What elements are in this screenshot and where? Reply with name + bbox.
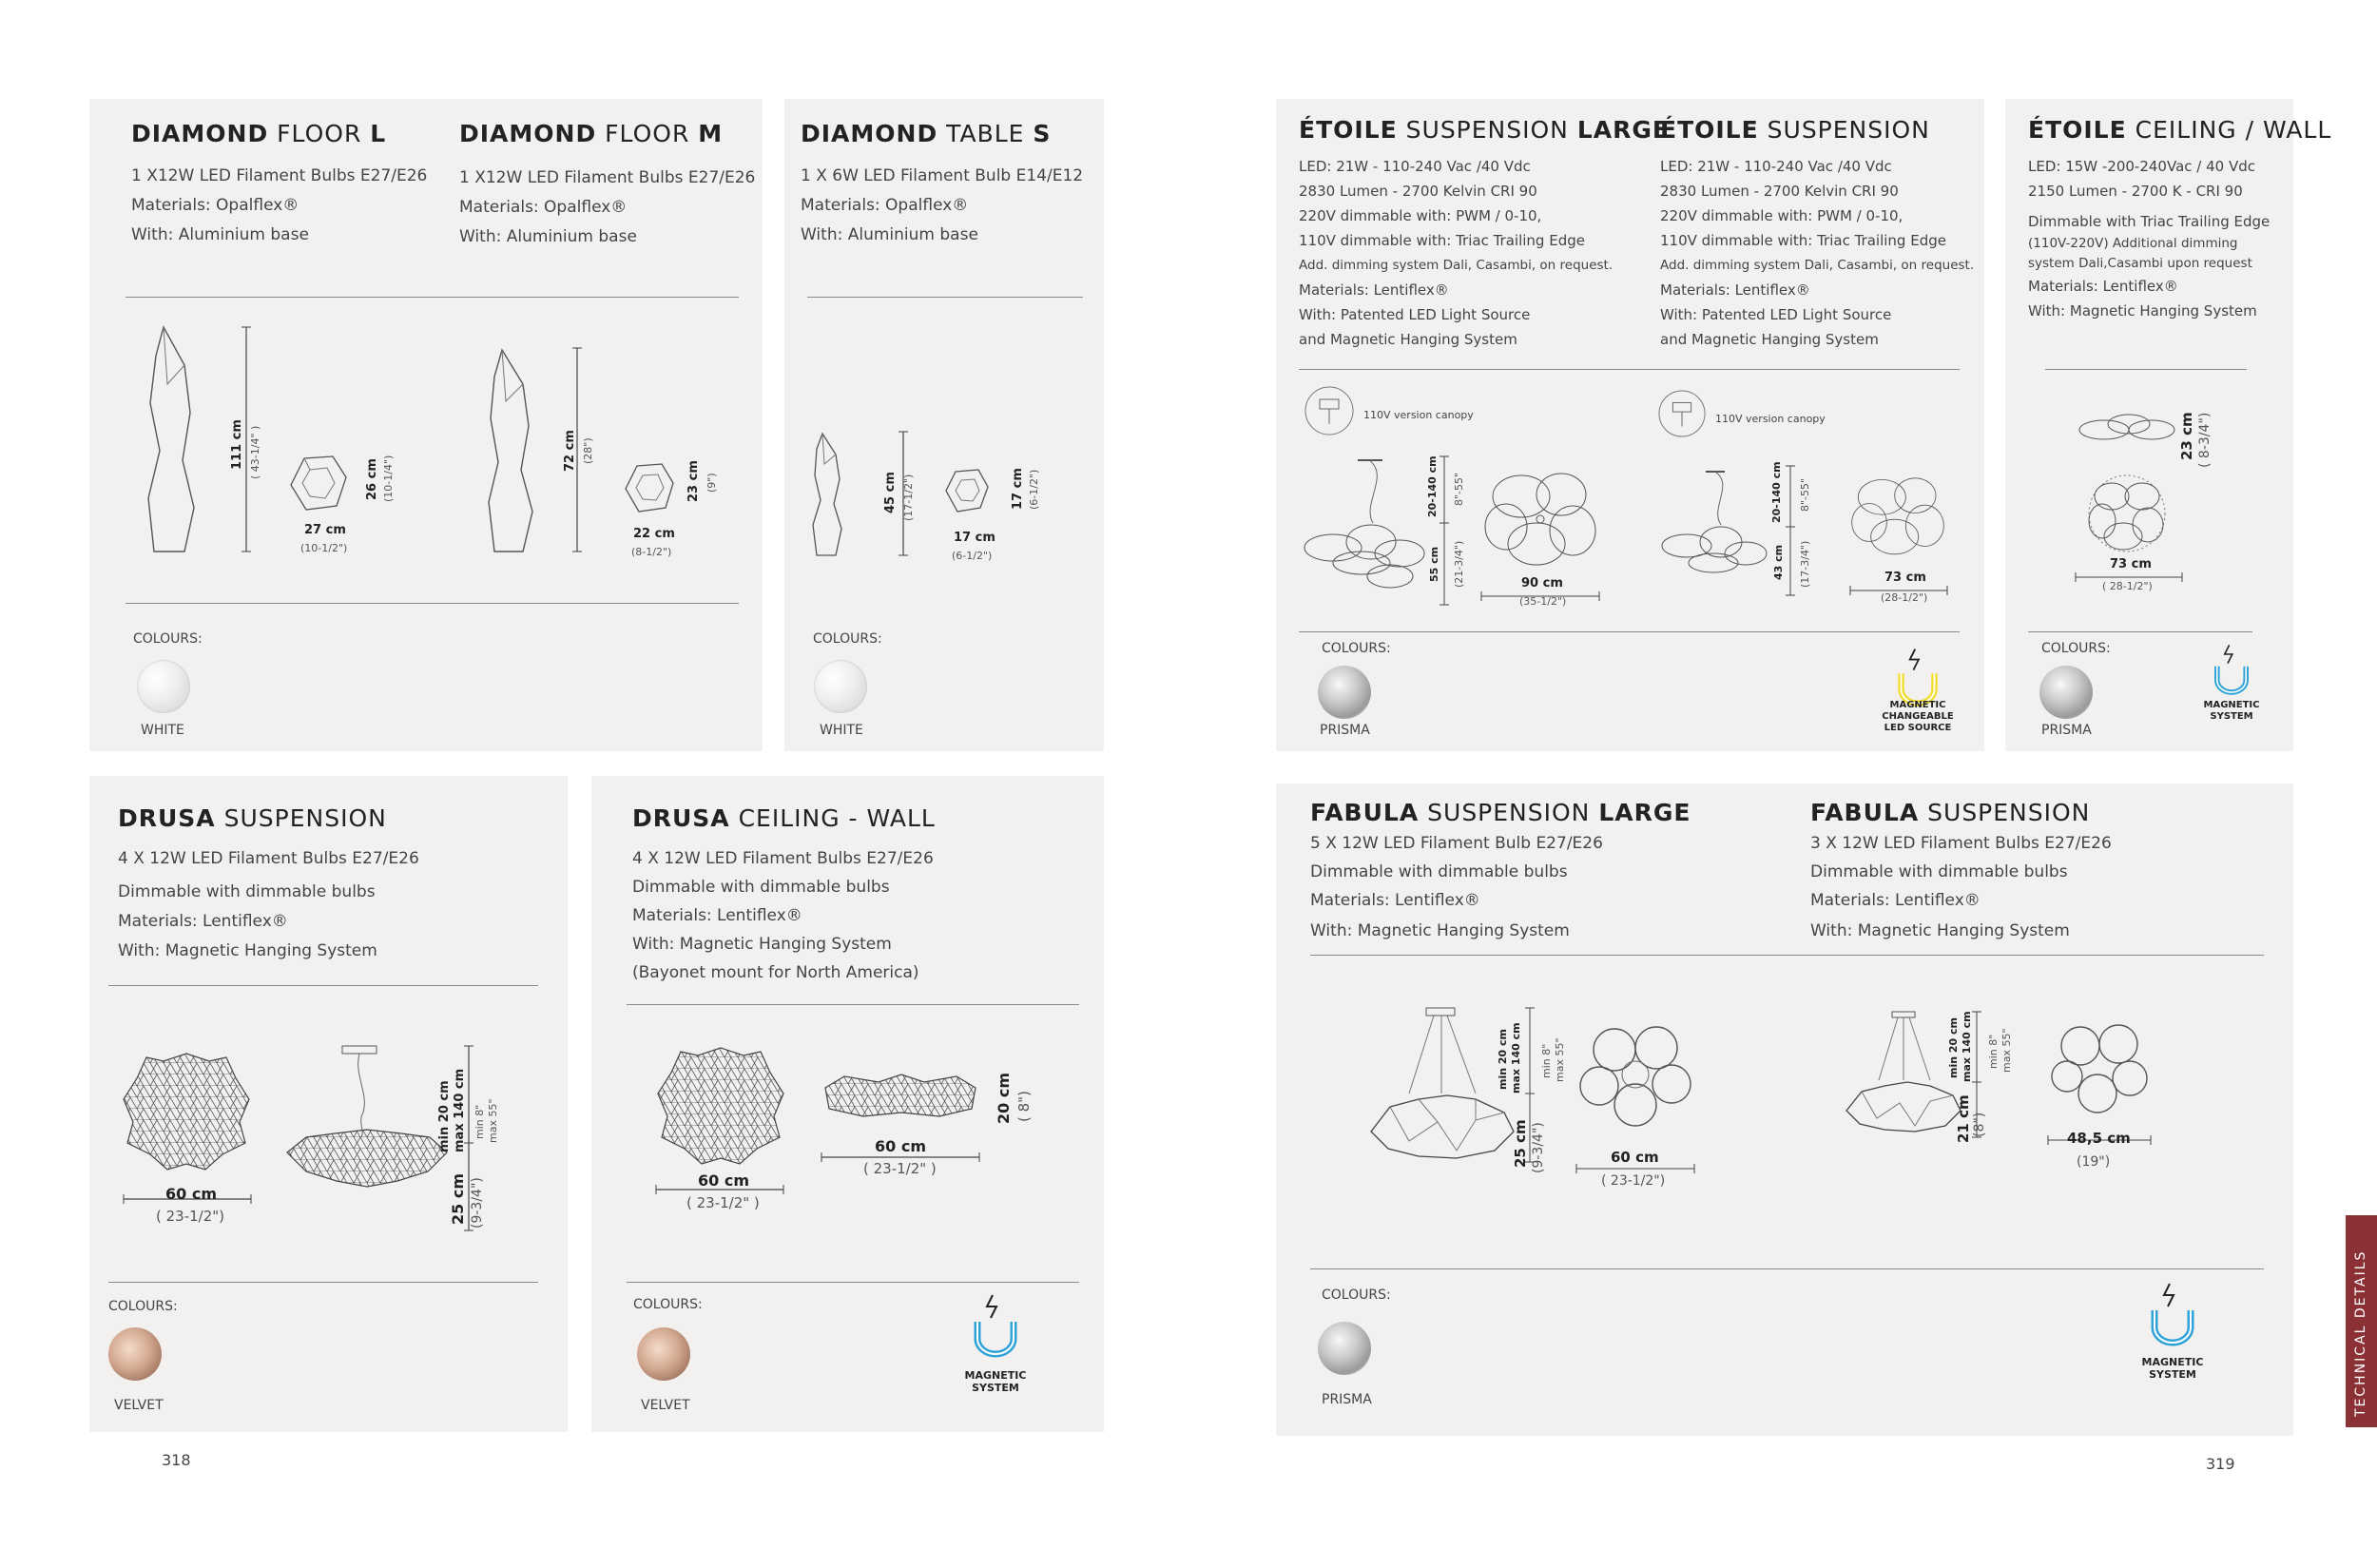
etoile-suspension-specs: LED: 21W - 110-240 Vac /40 Vdc 2830 Lumen - 2700 Kelvin CRI 90 220V dimmable with: PWM / 0-10, 110V dimmable with: Triac Trailing Edge Add. dimming system Dali, Casambi, on request. Materials: Lentiflex® With: Patented LED Light Source and Magnetic Hanging System	[1660, 158, 1975, 348]
drusa-ceiling-width-in: ( 23-1/2" )	[686, 1194, 760, 1211]
colours-label: COLOURS:	[633, 1297, 703, 1312]
drusa-ceiling-width2: 60 cm	[875, 1137, 926, 1155]
etoile-large-top-view	[1483, 468, 1597, 569]
divider	[1299, 631, 1960, 632]
etoile-large-height: 55 cm	[1428, 546, 1440, 582]
fabula-large-title: FABULA SUSPENSION LARGE	[1310, 799, 1691, 826]
fabula-suspension-drop-in2: max 55"	[2000, 1028, 2013, 1073]
prisma-swatch	[2039, 666, 2093, 719]
etoile-ceiling-side-view	[2079, 413, 2174, 445]
diamond-l-width: 27 cm	[304, 523, 346, 537]
etoile-large-side-view	[1304, 456, 1428, 599]
colours-label: COLOURS:	[2041, 641, 2111, 656]
white-swatch	[137, 660, 190, 713]
colour-name: WHITE	[141, 723, 184, 738]
etoile-large-width-in: (35-1/2")	[1519, 595, 1567, 608]
drusa-suspension-card	[89, 776, 568, 1432]
etoile-suspension-width-in: (28-1/2")	[1881, 591, 1928, 604]
divider	[807, 297, 1083, 298]
white-swatch	[814, 660, 867, 713]
diamond-table-top-view	[946, 470, 988, 512]
etoile-suspension-drop: 20-140 cm	[1770, 461, 1783, 523]
magnetic-changeable-label: MAGNETIC CHANGEABLE LED SOURCE	[1882, 700, 1954, 733]
etoile-ceiling-width-in: ( 28-1/2")	[2102, 580, 2153, 592]
fabula-large-top-view	[1578, 1021, 1692, 1128]
divider	[627, 1004, 1079, 1005]
page-number-right: 319	[2206, 1455, 2235, 1473]
diamond-table-title: DIAMOND TABLE S	[801, 120, 1052, 147]
diamond-l-height-in: ( 43-1/4" )	[249, 425, 261, 479]
etoile-ceiling-specs: LED: 15W -200-240Vac / 40 Vdc 2150 Lumen - 2700 K - CRI 90 Dimmable with Triac Trailing Edge (110V-220V) Additional dimming system Dali,Casambi upon request Materials: Lentiflex® With: Magnetic Hanging System	[2028, 158, 2271, 319]
diamond-l-depth: 26 cm	[365, 458, 379, 500]
diamond-table-height: 45 cm	[883, 472, 898, 513]
drusa-top-view	[124, 1052, 249, 1171]
diamond-m-width-in: (8-1/2")	[631, 546, 672, 558]
divider	[126, 603, 739, 604]
canopy-icon	[1304, 386, 1354, 436]
fabula-suspension-drop-in: min 8"	[1987, 1034, 2000, 1069]
diamond-table-drawing	[813, 434, 847, 557]
etoile-suspension-height: 43 cm	[1772, 544, 1785, 580]
drusa-drop-in2: max 55"	[487, 1098, 499, 1143]
technical-details-tab: TECHNICAL DETAILS	[2346, 1215, 2377, 1427]
colours-label: COLOURS:	[813, 631, 882, 647]
drusa-width: 60 cm	[165, 1185, 217, 1203]
velvet-swatch	[637, 1327, 690, 1381]
fabula-suspension-height: 21 cm	[1955, 1094, 1972, 1143]
diamond-m-depth-in: (9")	[705, 473, 718, 493]
diamond-floor-l-top-view	[291, 456, 346, 510]
fabula-suspension-drop: min 20 cm	[1947, 1016, 1960, 1078]
divider	[2028, 631, 2252, 632]
drusa-ceiling-card	[591, 776, 1104, 1432]
diamond-floor-m-top-view	[626, 464, 673, 512]
drusa-suspension-specs: 4 X 12W LED Filament Bulbs E27/E26 Dimmable with dimmable bulbs Materials: Lentiflex® With: Magnetic Hanging System	[118, 849, 419, 960]
diamond-l-depth-in: (10-1/4")	[382, 455, 395, 502]
drusa-width-in: ( 23-1/2")	[156, 1208, 225, 1225]
drusa-ceiling-title: DRUSA CEILING - WALL	[632, 804, 936, 832]
divider	[1310, 1268, 2264, 1269]
diamond-m-depth: 23 cm	[686, 460, 701, 502]
drusa-drop2: max 140 cm	[453, 1068, 467, 1152]
diamond-floor-l-title: DIAMOND FLOOR L	[131, 120, 387, 147]
fabula-suspension-height-in: (8")	[1972, 1112, 1987, 1137]
drusa-drop: min 20 cm	[437, 1080, 452, 1152]
fabula-suspension-drop2: max 140 cm	[1961, 1011, 1973, 1082]
diamond-floor-m-drawing	[487, 350, 540, 555]
magnetic-system-label: MAGNETIC SYSTEM	[2203, 700, 2260, 722]
divider	[627, 1282, 1079, 1283]
diamond-table-depth-in: (6-1/2")	[1028, 469, 1040, 510]
etoile-ceiling-title: ÉTOILE CEILING / WALL	[2028, 116, 2332, 144]
fabula-large-height: 25 cm	[1512, 1119, 1529, 1168]
divider	[1310, 955, 2264, 956]
diamond-floor-card	[89, 99, 763, 751]
drusa-ceiling-specs: 4 X 12W LED Filament Bulbs E27/E26 Dimmable with dimmable bulbs Materials: Lentiflex® With: Magnetic Hanging System (Bayonet mount for North America)	[632, 849, 934, 982]
etoile-ceiling-height-in: ( 8-3/4")	[2197, 412, 2213, 468]
diamond-l-width-in: (10-1/2")	[300, 542, 348, 554]
drusa-ceiling-height: 20 cm	[995, 1073, 1013, 1124]
magnetic-system-label: MAGNETIC SYSTEM	[2141, 1356, 2204, 1381]
drusa-ceiling-width: 60 cm	[698, 1171, 749, 1190]
etoile-ceiling-width: 73 cm	[2110, 557, 2152, 571]
drusa-ceiling-side-view	[821, 1073, 979, 1118]
fabula-suspension-width-in: (19")	[2077, 1154, 2111, 1170]
divider	[2045, 369, 2247, 370]
etoile-large-specs: LED: 21W - 110-240 Vac /40 Vdc 2830 Lumen - 2700 Kelvin CRI 90 220V dimmable with: PWM / 0-10, 110V dimmable with: Triac Trailing Edge Add. dimming system Dali, Casambi, on request. Materials: Lentiflex® With: Patented LED Light Source and Magnetic Hanging System	[1299, 158, 1614, 348]
fabula-large-specs: 5 X 12W LED Filament Bulb E27/E26 Dimmable with dimmable bulbs Materials: Lentiflex® With: Magnetic Hanging System	[1310, 834, 1603, 940]
drusa-suspension-drawing	[287, 1046, 447, 1189]
fabula-large-side-view	[1371, 1008, 1514, 1160]
drusa-drop-in: min 8"	[473, 1104, 486, 1139]
etoile-suspension-side-view	[1662, 470, 1770, 593]
diamond-m-height: 72 cm	[563, 430, 577, 472]
colour-name: PRISMA	[1322, 1392, 1372, 1407]
diamond-floor-l-drawing	[146, 327, 203, 555]
etoile-large-width: 90 cm	[1521, 576, 1563, 590]
diamond-table-card	[784, 99, 1104, 751]
drusa-ceiling-top-view	[658, 1046, 783, 1166]
colours-label: COLOURS:	[1322, 1287, 1391, 1303]
diamond-floor-m-title: DIAMOND FLOOR M	[459, 120, 724, 147]
etoile-suspension-top-view	[1850, 472, 1945, 559]
diamond-table-depth: 17 cm	[1011, 468, 1025, 510]
diamond-table-specs: 1 X 6W LED Filament Bulb E14/E12 Materials: Opalflex® With: Aluminium base	[801, 166, 1084, 244]
magnetic-system-label: MAGNETIC SYSTEM	[964, 1369, 1027, 1394]
etoile-ceiling-card	[2005, 99, 2332, 751]
fabula-large-width-in: ( 23-1/2")	[1601, 1173, 1666, 1189]
drusa-height-in: (9-3/4")	[470, 1177, 485, 1229]
prisma-swatch	[1318, 666, 1371, 719]
fabula-suspension-card	[1276, 784, 2293, 1436]
fabula-suspension-title: FABULA SUSPENSION	[1810, 799, 2091, 826]
colour-name: WHITE	[820, 723, 863, 738]
fabula-suspension-specs: 3 X 12W LED Filament Bulbs E27/E26 Dimmable with dimmable bulbs Materials: Lentiflex® With: Magnetic Hanging System	[1810, 834, 2112, 940]
colour-name: PRISMA	[1320, 723, 1370, 738]
magnet-icon	[2213, 645, 2251, 694]
drusa-suspension-title: DRUSA SUSPENSION	[118, 804, 387, 832]
magnet-icon	[1896, 648, 1940, 706]
etoile-suspension-card	[1276, 99, 1984, 751]
drusa-ceiling-height-in: ( 8")	[1015, 1091, 1033, 1122]
canopy-label: 110V version canopy	[1715, 413, 1826, 425]
etoile-suspension-width: 73 cm	[1884, 571, 1926, 585]
colour-name: VELVET	[114, 1398, 164, 1413]
diamond-l-height: 111 cm	[230, 419, 244, 470]
etoile-ceiling-height: 23 cm	[2178, 412, 2195, 460]
colour-name: PRISMA	[2041, 723, 2092, 738]
divider	[108, 1282, 538, 1283]
dimension-line	[1440, 456, 1449, 609]
fabula-large-height-in: (9-3/4")	[1531, 1122, 1546, 1173]
fabula-large-drop: min 20 cm	[1497, 1028, 1509, 1090]
etoile-suspension-drop-in: 8"-55"	[1799, 477, 1811, 512]
fabula-suspension-top-view	[2050, 1021, 2149, 1113]
canopy-label: 110V version canopy	[1363, 409, 1474, 421]
colours-label: COLOURS:	[108, 1299, 178, 1314]
etoile-large-title: ÉTOILE SUSPENSION LARGE	[1299, 116, 1670, 144]
fabula-suspension-width: 48,5 cm	[2067, 1130, 2131, 1147]
etoile-ceiling-top-view	[2085, 472, 2169, 555]
fabula-large-drop-in: min 8"	[1540, 1043, 1553, 1078]
magnet-icon	[972, 1295, 1019, 1356]
diamond-table-width: 17 cm	[954, 531, 995, 545]
diamond-m-width: 22 cm	[633, 527, 675, 541]
etoile-suspension-title: ÉTOILE SUSPENSION	[1660, 116, 1930, 144]
velvet-swatch	[108, 1327, 162, 1381]
magnet-icon	[2149, 1284, 2196, 1345]
fabula-suspension-side-view	[1846, 1012, 1961, 1135]
divider	[126, 297, 739, 298]
page-number-left: 318	[162, 1451, 191, 1469]
diamond-table-width-in: (6-1/2")	[952, 550, 993, 562]
colours-label: COLOURS:	[1322, 641, 1391, 656]
etoile-large-drop: 20-140 cm	[1426, 455, 1439, 517]
canopy-icon	[1658, 390, 1706, 437]
etoile-large-drop-in: 8"-55"	[1453, 472, 1465, 506]
drusa-height: 25 cm	[449, 1173, 467, 1225]
diamond-floor-m-specs: 1 X12W LED Filament Bulbs E27/E26 Materials: Opalflex® With: Aluminium base	[459, 168, 756, 246]
etoile-suspension-height-in: (17-3/4")	[1799, 540, 1811, 588]
divider	[1299, 369, 1960, 370]
etoile-large-height-in: (21-3/4")	[1453, 540, 1465, 588]
diamond-table-height-in: (17-1/2")	[902, 474, 915, 521]
diamond-m-height-in: (28")	[582, 437, 594, 464]
drusa-ceiling-width2-in: ( 23-1/2" )	[863, 1160, 937, 1177]
fabula-large-drop2: max 140 cm	[1510, 1022, 1522, 1094]
colours-label: COLOURS:	[133, 631, 203, 647]
colour-name: VELVET	[641, 1398, 690, 1413]
divider	[108, 985, 538, 986]
dimension-line	[1786, 466, 1795, 599]
diamond-floor-l-specs: 1 X12W LED Filament Bulbs E27/E26 Materials: Opalflex® With: Aluminium base	[131, 166, 428, 244]
fabula-large-drop-in2: max 55"	[1554, 1037, 1566, 1082]
fabula-large-width: 60 cm	[1611, 1149, 1659, 1166]
prisma-swatch	[1318, 1322, 1371, 1375]
